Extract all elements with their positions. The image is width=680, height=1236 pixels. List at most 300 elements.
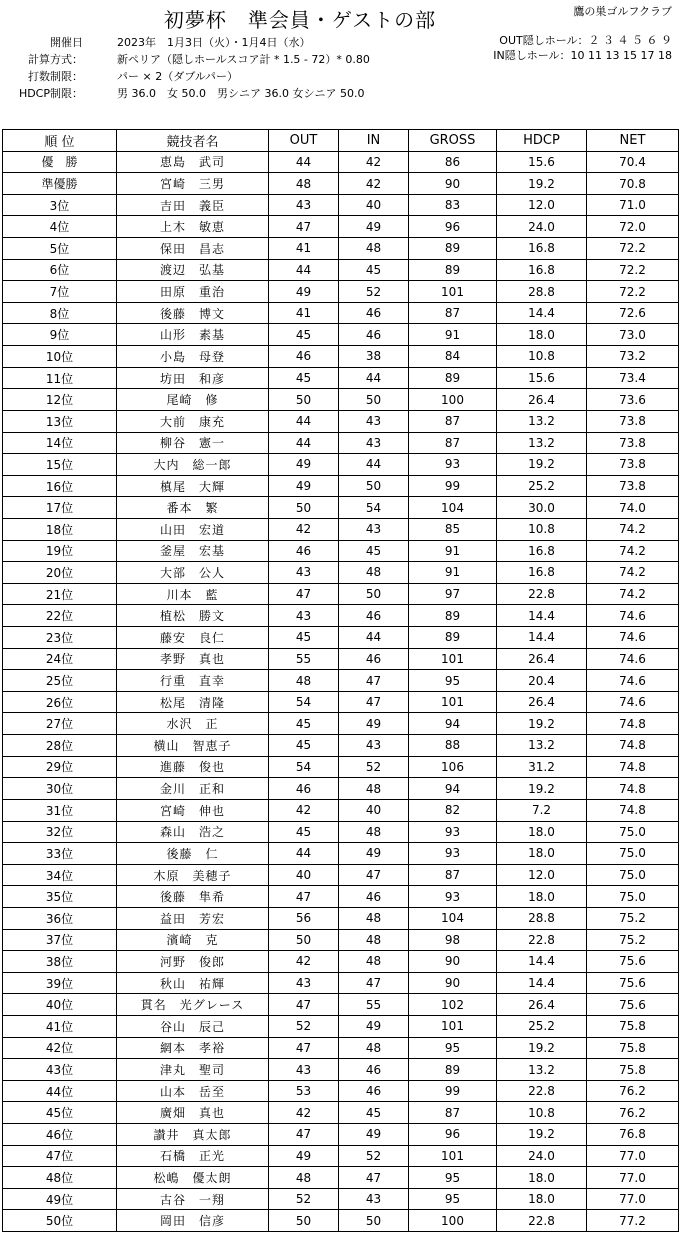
rank-cell: 3位 [3,194,117,216]
out-cell: 44 [269,432,339,454]
hdcp-cell: 13.2 [497,432,587,454]
table-row [3,1167,679,1189]
rank-cell: 9位 [3,324,117,346]
player-name-cell: 番本 繁 [117,497,269,519]
net-cell: 74.0 [587,497,679,519]
net-cell: 75.8 [587,1037,679,1059]
player-name-cell: 後藤 博文 [117,302,269,324]
rank-cell: 39位 [3,972,117,994]
table-row [3,670,679,692]
net-cell: 75.0 [587,843,679,865]
results-table [2,129,679,1232]
hdcp-cell: 19.2 [497,778,587,800]
gross-cell: 89 [409,605,497,627]
net-cell: 73.2 [587,346,679,368]
hdcp-cell: 13.2 [497,1059,587,1081]
player-name-cell: 大内 総一郎 [117,454,269,476]
rank-cell: 26位 [3,691,117,713]
rank-cell: 13位 [3,410,117,432]
net-cell: 72.0 [587,216,679,238]
rank-cell: 21位 [3,583,117,605]
player-name-cell: 柳谷 憲一 [117,432,269,454]
rank-cell: 27位 [3,713,117,735]
gross-cell: 87 [409,1102,497,1124]
table-row [3,432,679,454]
in-cell: 43 [339,410,409,432]
hdcp-cell: 16.8 [497,259,587,281]
player-name-cell: 後藤 隼希 [117,886,269,908]
out-cell: 52 [269,1015,339,1037]
in-cell: 52 [339,1145,409,1167]
header-in: IN [339,130,409,152]
player-name-cell: 渡辺 弘基 [117,259,269,281]
in-cell: 48 [339,907,409,929]
header-net: NET [587,130,679,152]
player-name-cell: 濱崎 克 [117,929,269,951]
in-cell: 40 [339,194,409,216]
hdcp-cell: 26.4 [497,389,587,411]
net-cell: 74.6 [587,648,679,670]
net-cell: 74.6 [587,627,679,649]
rank-cell: 37位 [3,929,117,951]
gross-cell: 101 [409,281,497,303]
gross-cell: 97 [409,583,497,605]
net-cell: 74.8 [587,735,679,757]
in-cell: 46 [339,605,409,627]
rank-cell: 43位 [3,1059,117,1081]
player-name-cell: 讃井 真太郎 [117,1124,269,1146]
table-row [3,1037,679,1059]
out-cell: 50 [269,929,339,951]
player-name-cell: 古谷 一翔 [117,1188,269,1210]
gross-cell: 93 [409,843,497,865]
in-cell: 48 [339,821,409,843]
rank-cell: 6位 [3,259,117,281]
hdcp-cell: 14.4 [497,302,587,324]
out-cell: 55 [269,648,339,670]
in-cell: 45 [339,259,409,281]
out-cell: 50 [269,497,339,519]
in-cell: 50 [339,583,409,605]
table-row [3,1124,679,1146]
rank-cell: 41位 [3,1015,117,1037]
player-name-cell: 宮崎 三男 [117,173,269,195]
rank-cell: 32位 [3,821,117,843]
net-cell: 71.0 [587,194,679,216]
table-row [3,367,679,389]
rank-cell: 22位 [3,605,117,627]
table-row [3,778,679,800]
in-cell: 40 [339,799,409,821]
table-row [3,605,679,627]
rank-cell: 12位 [3,389,117,411]
net-cell: 75.6 [587,951,679,973]
player-name-cell: 金川 正和 [117,778,269,800]
in-cell: 47 [339,670,409,692]
in-cell: 49 [339,216,409,238]
in-cell: 50 [339,1210,409,1232]
table-row [3,843,679,865]
gross-cell: 94 [409,713,497,735]
net-cell: 74.8 [587,799,679,821]
out-cell: 44 [269,259,339,281]
out-cell: 44 [269,410,339,432]
table-row [3,907,679,929]
net-cell: 73.4 [587,367,679,389]
hdcp-cell: 18.0 [497,324,587,346]
out-cell: 43 [269,194,339,216]
player-name-cell: 大前 康充 [117,410,269,432]
gross-cell: 91 [409,562,497,584]
gross-cell: 96 [409,216,497,238]
player-name-cell: 吉田 義臣 [117,194,269,216]
table-row [3,151,679,173]
player-name-cell: 松尾 清隆 [117,691,269,713]
in-cell: 42 [339,173,409,195]
table-row [3,540,679,562]
table-header-row [3,130,679,152]
table-row [3,454,679,476]
net-cell: 74.2 [587,518,679,540]
header-rank: 順 位 [3,130,117,152]
net-cell: 73.8 [587,432,679,454]
gross-cell: 95 [409,1167,497,1189]
out-cell: 40 [269,864,339,886]
net-cell: 76.8 [587,1124,679,1146]
out-cell: 43 [269,605,339,627]
net-cell: 74.2 [587,540,679,562]
table-row [3,475,679,497]
in-cell: 47 [339,691,409,713]
rank-cell: 4位 [3,216,117,238]
gross-cell: 101 [409,648,497,670]
hdcp-cell: 19.2 [497,1037,587,1059]
hdcp-cell: 24.0 [497,1145,587,1167]
table-row [3,821,679,843]
hdcp-cell: 14.4 [497,951,587,973]
net-cell: 74.2 [587,583,679,605]
gross-cell: 87 [409,864,497,886]
out-cell: 44 [269,843,339,865]
net-cell: 70.8 [587,173,679,195]
table-row [3,497,679,519]
gross-cell: 100 [409,389,497,411]
out-cell: 43 [269,562,339,584]
player-name-cell: 坊田 和彦 [117,367,269,389]
player-name-cell: 津丸 聖司 [117,1059,269,1081]
out-cell: 47 [269,1037,339,1059]
hdcp-cell: 20.4 [497,670,587,692]
out-cell: 42 [269,1102,339,1124]
gross-cell: 89 [409,1059,497,1081]
rank-cell: 10位 [3,346,117,368]
gross-cell: 93 [409,886,497,908]
gross-cell: 86 [409,151,497,173]
hdcp-cell: 12.0 [497,194,587,216]
rank-cell: 優 勝 [3,151,117,173]
player-name-cell: 後藤 仁 [117,843,269,865]
page-title: 初夢杯 準会員・ゲストの部 [163,8,437,32]
gross-cell: 95 [409,1037,497,1059]
in-cell: 43 [339,735,409,757]
info-value: 2023年 1月3日（火）・1月4日（水） [117,36,311,49]
out-cell: 48 [269,670,339,692]
table-row [3,346,679,368]
in-cell: 46 [339,324,409,346]
hdcp-cell: 22.8 [497,583,587,605]
hdcp-cell: 28.8 [497,907,587,929]
out-cell: 52 [269,1188,339,1210]
player-name-cell: 田原 重治 [117,281,269,303]
table-row [3,994,679,1016]
out-cell: 45 [269,735,339,757]
gross-cell: 87 [409,410,497,432]
hdcp-cell: 10.8 [497,518,587,540]
gross-cell: 102 [409,994,497,1016]
table-row [3,735,679,757]
gross-cell: 94 [409,778,497,800]
out-cell: 41 [269,238,339,260]
gross-cell: 93 [409,454,497,476]
hdcp-cell: 13.2 [497,735,587,757]
header-out: OUT [269,130,339,152]
player-name-cell: 孝野 真也 [117,648,269,670]
out-cell: 49 [269,475,339,497]
net-cell: 72.2 [587,281,679,303]
net-cell: 75.8 [587,1015,679,1037]
net-cell: 70.4 [587,151,679,173]
hdcp-cell: 25.2 [497,475,587,497]
in-cell: 43 [339,432,409,454]
player-name-cell: 松嶋 優太朗 [117,1167,269,1189]
table-row [3,281,679,303]
gross-cell: 101 [409,1015,497,1037]
net-cell: 74.8 [587,778,679,800]
in-cell: 52 [339,281,409,303]
out-cell: 49 [269,1145,339,1167]
hdcp-cell: 7.2 [497,799,587,821]
table-row [3,929,679,951]
header-player-name: 競技者名 [117,130,269,152]
table-row [3,518,679,540]
table-row [3,410,679,432]
hdcp-cell: 14.4 [497,972,587,994]
out-cell: 47 [269,886,339,908]
net-cell: 73.6 [587,389,679,411]
hdcp-cell: 16.8 [497,562,587,584]
rank-cell: 16位 [3,475,117,497]
table-row [3,389,679,411]
in-cell: 38 [339,346,409,368]
info-label: 打数制限： [28,70,83,83]
table-row [3,1059,679,1081]
player-name-cell: 進藤 俊也 [117,756,269,778]
gross-cell: 84 [409,346,497,368]
player-name-cell: 網本 孝裕 [117,1037,269,1059]
gross-cell: 90 [409,972,497,994]
hdcp-cell: 10.8 [497,1102,587,1124]
player-name-cell: 宮崎 伸也 [117,799,269,821]
results-body [3,151,679,1231]
player-name-cell: 水沢 正 [117,713,269,735]
player-name-cell: 藤安 良仁 [117,627,269,649]
net-cell: 75.2 [587,907,679,929]
table-row [3,713,679,735]
net-cell: 73.8 [587,454,679,476]
table-row [3,1015,679,1037]
out-cell: 42 [269,951,339,973]
player-name-cell: 石橋 正光 [117,1145,269,1167]
rank-cell: 47位 [3,1145,117,1167]
in-cell: 49 [339,843,409,865]
table-row [3,972,679,994]
out-cell: 49 [269,454,339,476]
player-name-cell: 河野 俊郎 [117,951,269,973]
net-cell: 76.2 [587,1102,679,1124]
player-name-cell: 保田 昌志 [117,238,269,260]
out-cell: 45 [269,324,339,346]
rank-cell: 24位 [3,648,117,670]
rank-cell: 34位 [3,864,117,886]
rank-cell: 23位 [3,627,117,649]
out-cell: 43 [269,1059,339,1081]
net-cell: 74.6 [587,670,679,692]
in-cell: 46 [339,1080,409,1102]
gross-cell: 99 [409,1080,497,1102]
out-cell: 44 [269,151,339,173]
table-row [3,1145,679,1167]
net-cell: 75.0 [587,886,679,908]
net-cell: 74.6 [587,691,679,713]
hdcp-cell: 14.4 [497,605,587,627]
in-cell: 44 [339,367,409,389]
rank-cell: 46位 [3,1124,117,1146]
hdcp-cell: 18.0 [497,821,587,843]
hidden-holes-out: OUT隠しホール：２ ３ ４ ５ ６ ９ [499,34,672,47]
hdcp-cell: 18.0 [497,1167,587,1189]
rank-cell: 25位 [3,670,117,692]
gross-cell: 85 [409,518,497,540]
rank-cell: 20位 [3,562,117,584]
player-name-cell: 岡田 信彦 [117,1210,269,1232]
out-cell: 45 [269,627,339,649]
player-name-cell: 川本 藍 [117,583,269,605]
in-cell: 50 [339,389,409,411]
hdcp-cell: 22.8 [497,1210,587,1232]
hdcp-cell: 31.2 [497,756,587,778]
player-name-cell: 植松 勝文 [117,605,269,627]
net-cell: 72.6 [587,302,679,324]
hdcp-cell: 19.2 [497,454,587,476]
gross-cell: 99 [409,475,497,497]
player-name-cell: 木原 美穂子 [117,864,269,886]
net-cell: 75.6 [587,972,679,994]
in-cell: 42 [339,151,409,173]
table-row [3,216,679,238]
rank-cell: 35位 [3,886,117,908]
hdcp-cell: 12.0 [497,864,587,886]
net-cell: 73.8 [587,475,679,497]
info-value: 新ペリア（隠しホールスコア計 * 1.5 - 72）* 0.80 [117,53,370,66]
net-cell: 77.0 [587,1145,679,1167]
table-row [3,756,679,778]
gross-cell: 83 [409,194,497,216]
rank-cell: 29位 [3,756,117,778]
rank-cell: 18位 [3,518,117,540]
player-name-cell: 秋山 祐輝 [117,972,269,994]
hdcp-cell: 18.0 [497,843,587,865]
player-name-cell: 貫名 光グレース [117,994,269,1016]
rank-cell: 31位 [3,799,117,821]
table-row [3,627,679,649]
hdcp-cell: 30.0 [497,497,587,519]
in-cell: 52 [339,756,409,778]
rank-cell: 11位 [3,367,117,389]
hdcp-cell: 22.8 [497,929,587,951]
hdcp-cell: 26.4 [497,691,587,713]
player-name-cell: 恵島 武司 [117,151,269,173]
hdcp-cell: 22.8 [497,1080,587,1102]
in-cell: 47 [339,972,409,994]
rank-cell: 44位 [3,1080,117,1102]
table-row [3,302,679,324]
hdcp-cell: 13.2 [497,410,587,432]
hdcp-cell: 24.0 [497,216,587,238]
rank-cell: 14位 [3,432,117,454]
player-name-cell: 大部 公人 [117,562,269,584]
table-row [3,194,679,216]
table-row [3,1080,679,1102]
gross-cell: 106 [409,756,497,778]
net-cell: 75.8 [587,1059,679,1081]
player-name-cell: 上木 敏恵 [117,216,269,238]
table-row [3,864,679,886]
net-cell: 77.0 [587,1167,679,1189]
out-cell: 53 [269,1080,339,1102]
rank-cell: 45位 [3,1102,117,1124]
rank-cell: 8位 [3,302,117,324]
gross-cell: 89 [409,259,497,281]
player-name-cell: 廣畑 真也 [117,1102,269,1124]
out-cell: 47 [269,1124,339,1146]
hdcp-cell: 15.6 [497,151,587,173]
table-row [3,951,679,973]
in-cell: 43 [339,518,409,540]
table-row [3,324,679,346]
out-cell: 56 [269,907,339,929]
hdcp-cell: 16.8 [497,238,587,260]
table-row [3,173,679,195]
hdcp-cell: 18.0 [497,886,587,908]
out-cell: 50 [269,1210,339,1232]
out-cell: 42 [269,518,339,540]
out-cell: 47 [269,583,339,605]
rank-cell: 38位 [3,951,117,973]
player-name-cell: 山形 素基 [117,324,269,346]
gross-cell: 101 [409,691,497,713]
hdcp-cell: 25.2 [497,1015,587,1037]
rank-cell: 28位 [3,735,117,757]
player-name-cell: 益田 芳宏 [117,907,269,929]
net-cell: 75.0 [587,821,679,843]
in-cell: 43 [339,1188,409,1210]
net-cell: 73.0 [587,324,679,346]
net-cell: 72.2 [587,259,679,281]
in-cell: 45 [339,540,409,562]
hdcp-cell: 18.0 [497,1188,587,1210]
player-name-cell: 尾崎 修 [117,389,269,411]
gross-cell: 100 [409,1210,497,1232]
